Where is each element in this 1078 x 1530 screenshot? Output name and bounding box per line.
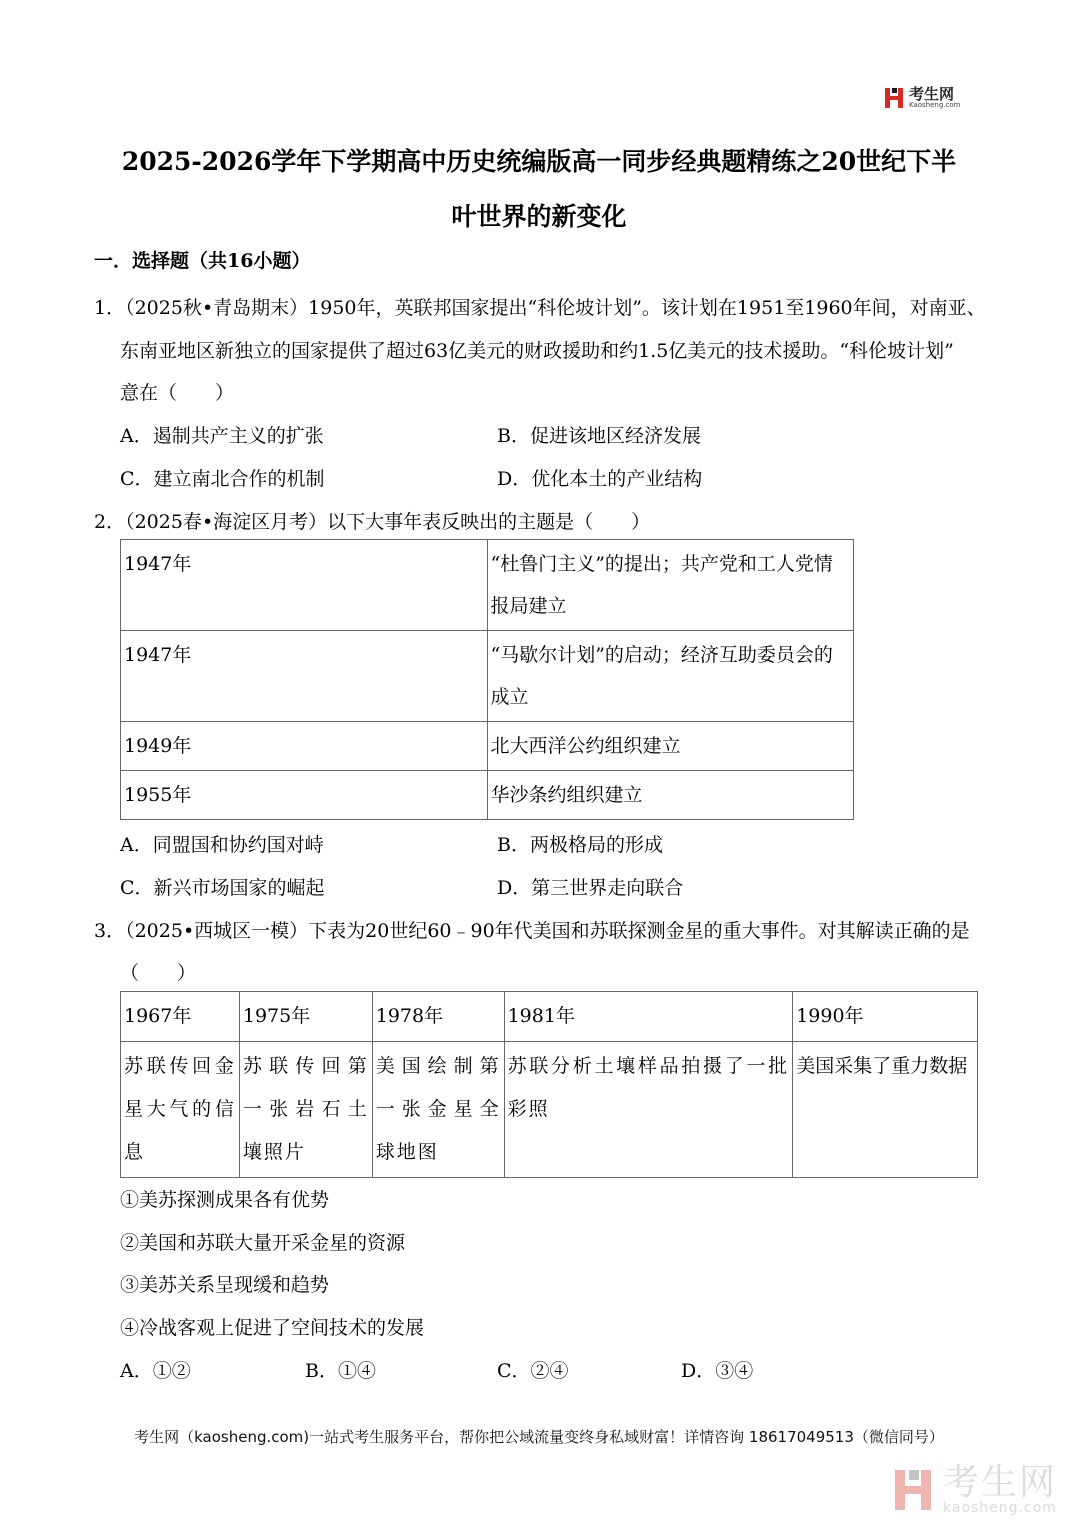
- table-row: [121, 1042, 978, 1178]
- event-cell: 华沙条约组织建立: [487, 771, 854, 820]
- event-cell: 苏联传回第一张岩石土壤照片: [239, 1042, 372, 1178]
- q1-line-2: 东南亚地区新独立的国家提供了超过63亿美元的财政援助和约1.5亿美元的技术援助。“科伦坡计划”: [120, 340, 954, 362]
- q2-timeline-table: [120, 539, 854, 820]
- event-cell: 北大西洋公约组织建立: [487, 722, 854, 771]
- event-cell: 苏联传回金星大气的信息: [121, 1042, 240, 1178]
- year-cell: 1981年: [504, 992, 793, 1042]
- kaosheng-logo-icon: [884, 86, 906, 110]
- logo-domain: Kaosheng.com: [909, 101, 961, 109]
- table-row: [121, 722, 854, 771]
- q3-option-b[interactable]: B．①④: [305, 1360, 376, 1382]
- q3-line-1: 3．（2025•西城区一模）下表为20世纪60﹣90年代美国和苏联探测金星的重大事件。对其解读正确的是: [94, 920, 970, 942]
- q3-option-c[interactable]: C．②④: [497, 1360, 569, 1382]
- q3-line-2: （ ）: [120, 962, 197, 984]
- footer-ad: 考生网（kaosheng.com)一站式考生服务平台，帮你把公域流量变终身私域财富！详情咨询 18617049513（微信同号）: [134, 1428, 944, 1446]
- table-row: [121, 631, 854, 722]
- q2-option-d[interactable]: D．第三世界走向联合: [497, 877, 684, 899]
- q3-option-a[interactable]: A．①②: [120, 1360, 191, 1382]
- watermark-domain: kaosheng.com: [943, 1500, 1057, 1516]
- title-line-2: 叶世界的新变化: [451, 202, 627, 231]
- q2-option-a[interactable]: A．同盟国和协约国对峙: [120, 834, 324, 856]
- q3-option-d[interactable]: D．③④: [681, 1360, 754, 1382]
- watermark-name: 考生网: [943, 1462, 1058, 1503]
- page-title: [60, 134, 1018, 244]
- year-cell: 1967年: [121, 992, 240, 1042]
- q3-statement-1: ①美苏探测成果各有优势: [120, 1189, 330, 1211]
- watermark: [893, 1462, 1058, 1516]
- q3-statement-3: ③美苏关系呈现缓和趋势: [120, 1274, 330, 1296]
- q2-option-b[interactable]: B．两极格局的形成: [497, 834, 663, 856]
- year-cell: 1947年: [121, 631, 488, 722]
- brand-logo: [884, 84, 972, 112]
- year-cell: 1947年: [121, 540, 488, 631]
- table-row: [121, 540, 854, 631]
- q1-line-3: 意在（ ）: [120, 382, 235, 404]
- q1-option-d[interactable]: D．优化本土的产业结构: [497, 468, 703, 490]
- table-row: [121, 992, 978, 1042]
- title-line-1: 2025-2026学年下学期高中历史统编版高一同步经典题精练之20世纪下半: [121, 147, 957, 176]
- year-cell: 1990年: [793, 992, 978, 1042]
- q1-option-c[interactable]: C．建立南北合作的机制: [120, 468, 325, 490]
- year-cell: 1978年: [372, 992, 504, 1042]
- event-cell: 苏联分析土壤样品拍摄了一批彩照: [504, 1042, 793, 1178]
- logo-name: 考生网: [909, 85, 955, 103]
- year-cell: 1975年: [239, 992, 372, 1042]
- event-cell: 美国绘制第一张金星全球地图: [372, 1042, 504, 1178]
- q3-statement-4: ④冷战客观上促进了空间技术的发展: [120, 1317, 425, 1339]
- q3-venus-table: [120, 991, 978, 1178]
- q1-option-a[interactable]: A．遏制共产主义的扩张: [120, 425, 324, 447]
- event-cell: “杜鲁门主义”的提出；共产党和工人党情报局建立: [487, 540, 854, 631]
- q3-statement-2: ②美国和苏联大量开采金星的资源: [120, 1232, 406, 1254]
- year-cell: 1955年: [121, 771, 488, 820]
- table-row: [121, 771, 854, 820]
- event-cell: 美国采集了重力数据: [793, 1042, 978, 1178]
- watermark-logo-icon: [893, 1465, 937, 1515]
- q1-line-1: 1．（2025秋•青岛期末）1950年，英联邦国家提出“科伦坡计划”。该计划在1951至1960年间，对南亚、: [94, 297, 986, 319]
- q2-option-c[interactable]: C．新兴市场国家的崛起: [120, 877, 325, 899]
- q2-stem: 2．（2025春•海淀区月考）以下大事年表反映出的主题是（ ）: [94, 511, 651, 533]
- section-heading: 一．选择题（共16小题）: [94, 250, 311, 272]
- year-cell: 1949年: [121, 722, 488, 771]
- q1-option-b[interactable]: B．促进该地区经济发展: [497, 425, 701, 447]
- event-cell: “马歇尔计划”的启动；经济互助委员会的成立: [487, 631, 854, 722]
